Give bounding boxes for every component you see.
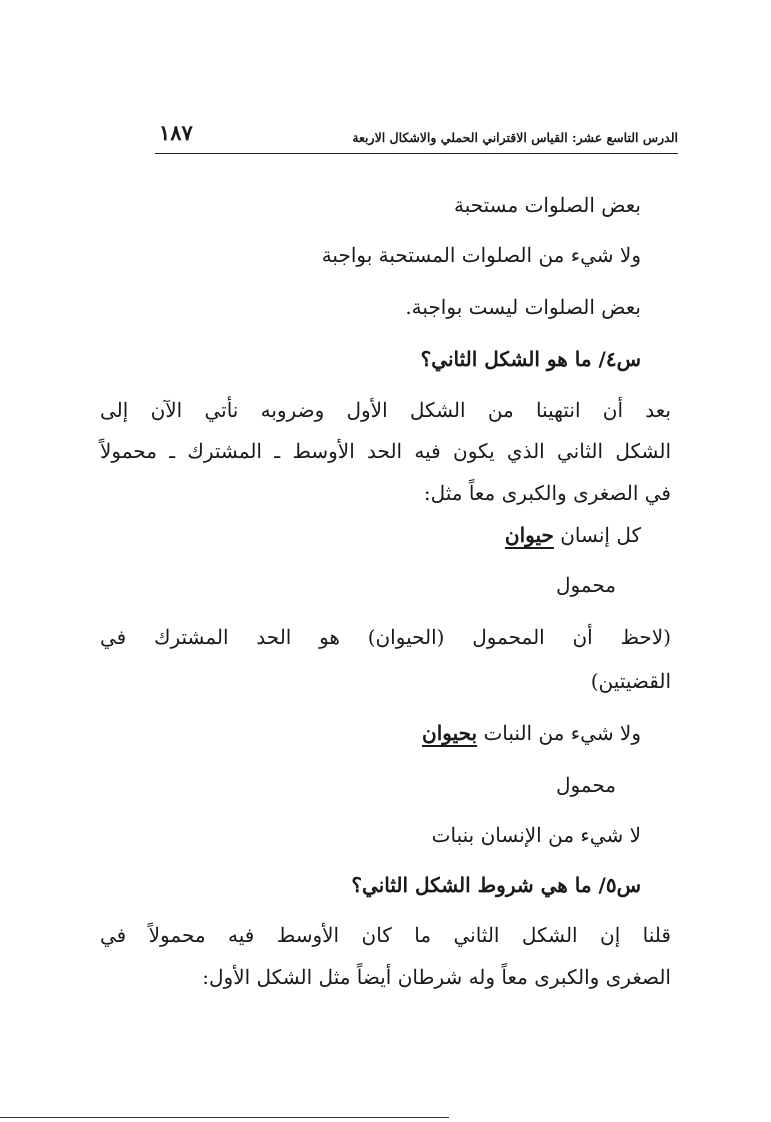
note-line: القضيتين) — [590, 669, 671, 693]
question-heading: س٥/ ما هي شروط الشكل الثاني؟ — [351, 873, 641, 897]
running-header — [155, 120, 678, 156]
underlined-term: حيوان — [504, 523, 554, 547]
premise-line: بعض الصلوات مستحبة — [453, 193, 641, 217]
example-line — [422, 718, 641, 748]
paragraph-line: في الصغرى والكبرى معاً مثل: — [423, 481, 671, 505]
example-text: كل إنسان — [553, 523, 641, 547]
predicate-label: محمول — [555, 573, 616, 597]
paragraph-line: الشكل الثاني الذي يكون فيه الحد الأوسط ـ المشترك ـ محمولاً — [100, 439, 671, 463]
premise-line: ولا شيء من الصلوات المستحبة بواجبة — [321, 243, 641, 267]
example-line — [505, 520, 641, 550]
conclusion-line: بعض الصلوات ليست بواجبة. — [405, 295, 641, 319]
conclusion-line: لا شيء من الإنسان بنبات — [431, 823, 641, 847]
paragraph-line: الصغرى والكبرى معاً وله شرطان أيضاً مثل الشكل الأول: — [202, 965, 671, 989]
header-rule — [155, 153, 678, 154]
example-text: ولا شيء من النبات — [477, 721, 641, 745]
paragraph-line: قلنا إن الشكل الثاني ما كان الأوسط فيه محمولاً في — [100, 923, 671, 947]
paragraph-line: بعد أن انتهينا من الشكل الأول وضروبه نأتي الآن إلى — [100, 398, 671, 422]
predicate-label: محمول — [555, 773, 616, 797]
page-number: ١٨٧ — [159, 120, 193, 145]
underlined-term: بحيوان — [422, 721, 478, 745]
question-heading: س٤/ ما هو الشكل الثاني؟ — [420, 347, 641, 371]
note-line: (لاحظ أن المحمول (الحيوان) هو الحد المشترك في — [100, 625, 671, 649]
footer-rule — [0, 1117, 449, 1118]
header-title: الدرس التاسع عشر: القياس الاقتراني الحملي والاشكال الاربعة — [352, 130, 678, 145]
